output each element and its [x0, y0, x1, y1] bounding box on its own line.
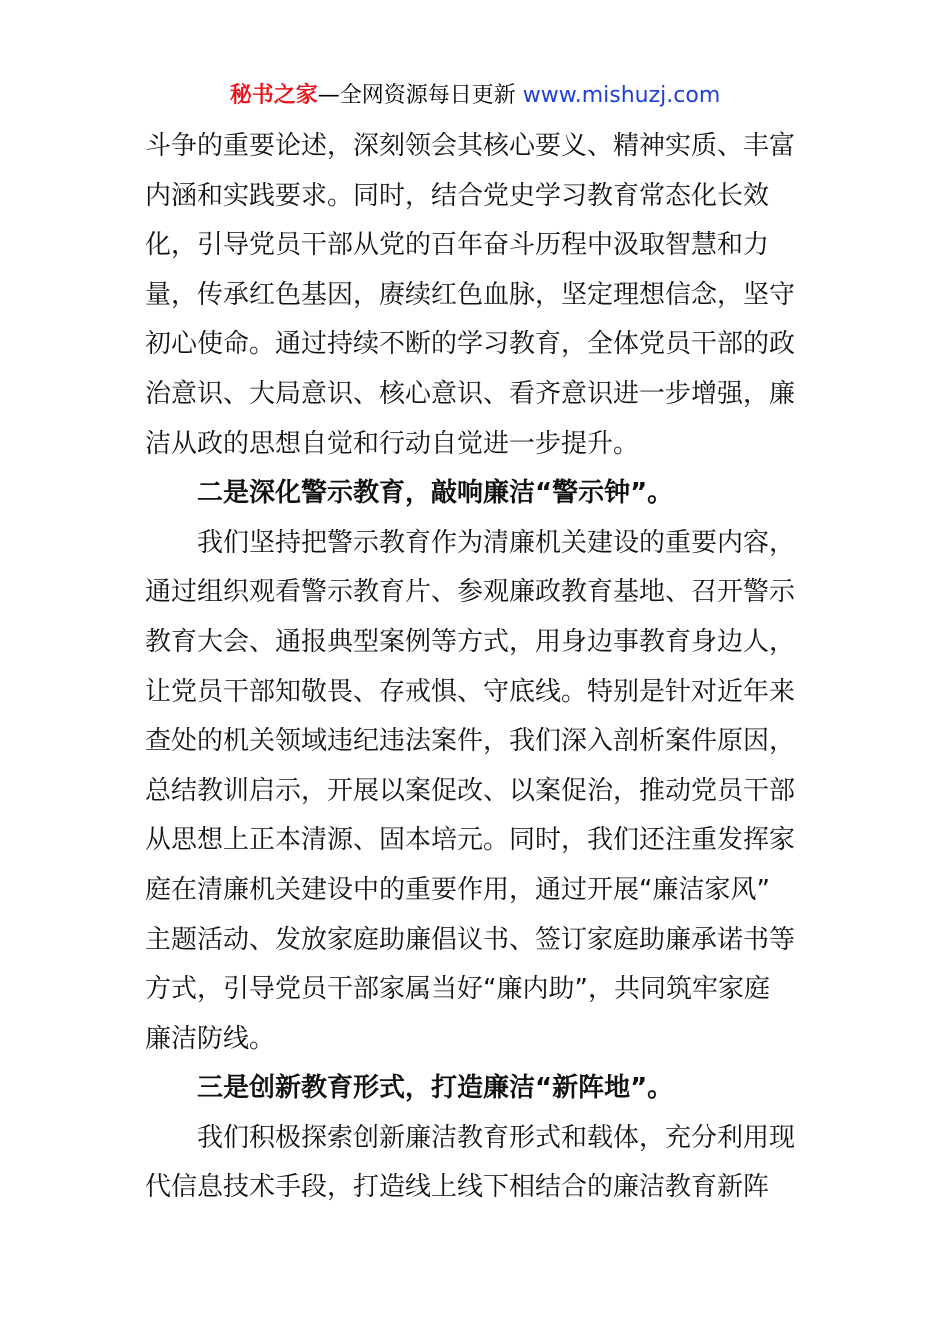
section-heading: 二是深化警示教育，敲响廉洁“警示钟”。: [197, 478, 674, 509]
site-tagline: —全网资源每日更新: [317, 83, 516, 108]
paragraph-line: 让党员干部知敬畏、存戒惧、守底线。特别是针对近年来: [145, 676, 796, 707]
paragraph-line: 化，引导党员干部从党的百年奋斗历程中汲取智慧和力: [145, 230, 770, 261]
paragraph-line: 廉洁防线。: [145, 1023, 276, 1054]
paragraph-line: 初心使命。通过持续不断的学习教育，全体党员干部的政: [145, 329, 796, 360]
site-brand: 秘书之家: [229, 83, 318, 108]
paragraph-line: 我们坚持把警示教育作为清廉机关建设的重要内容，: [197, 527, 796, 558]
paragraph-line: 主题活动、发放家庭助廉倡议书、签订家庭助廉承诺书等: [145, 924, 796, 955]
paragraph-line: 治意识、大局意识、核心意识、看齐意识进一步增强，廉: [145, 378, 796, 409]
document-body: [145, 122, 815, 1213]
paragraph-line: 查处的机关领域违纪违法案件，我们深入剖析案件原因，: [145, 726, 796, 757]
paragraph-line: 方式，引导党员干部家属当好“廉内助”，共同筑牢家庭: [145, 974, 770, 1005]
paragraph-line: 洁从政的思想自觉和行动自觉进一步提升。: [145, 428, 640, 459]
paragraph-line: 通过组织观看警示教育片、参观廉政教育基地、召开警示: [145, 577, 796, 608]
paragraph-line: 从思想上正本清源、固本培元。同时，我们还注重发挥家: [145, 825, 796, 856]
page-header: [0, 80, 950, 112]
paragraph-line: 总结教训启示，开展以案促改、以案促治，推动党员干部: [145, 775, 796, 806]
paragraph-line: 量，传承红色基因，赓续红色血脉，坚定理想信念，坚守: [145, 279, 796, 310]
section-heading: 三是创新教育形式，打造廉洁“新阵地”。: [197, 1073, 674, 1104]
paragraph-line: 庭在清廉机关建设中的重要作用，通过开展“廉洁家风”: [145, 874, 770, 905]
paragraph-line: 代信息技术手段，打造线上线下相结合的廉洁教育新阵: [145, 1172, 770, 1203]
site-url-link[interactable]: www.mishuzj.com: [522, 83, 721, 108]
paragraph-line: 教育大会、通报典型案例等方式，用身边事教育身边人，: [145, 626, 796, 657]
paragraph-line: 我们积极探索创新廉洁教育形式和载体，充分利用现: [197, 1122, 796, 1153]
paragraph-line: 内涵和实践要求。同时，结合党史学习教育常态化长效: [145, 180, 770, 211]
paragraph-line: 斗争的重要论述，深刻领会其核心要义、精神实质、丰富: [145, 131, 796, 161]
